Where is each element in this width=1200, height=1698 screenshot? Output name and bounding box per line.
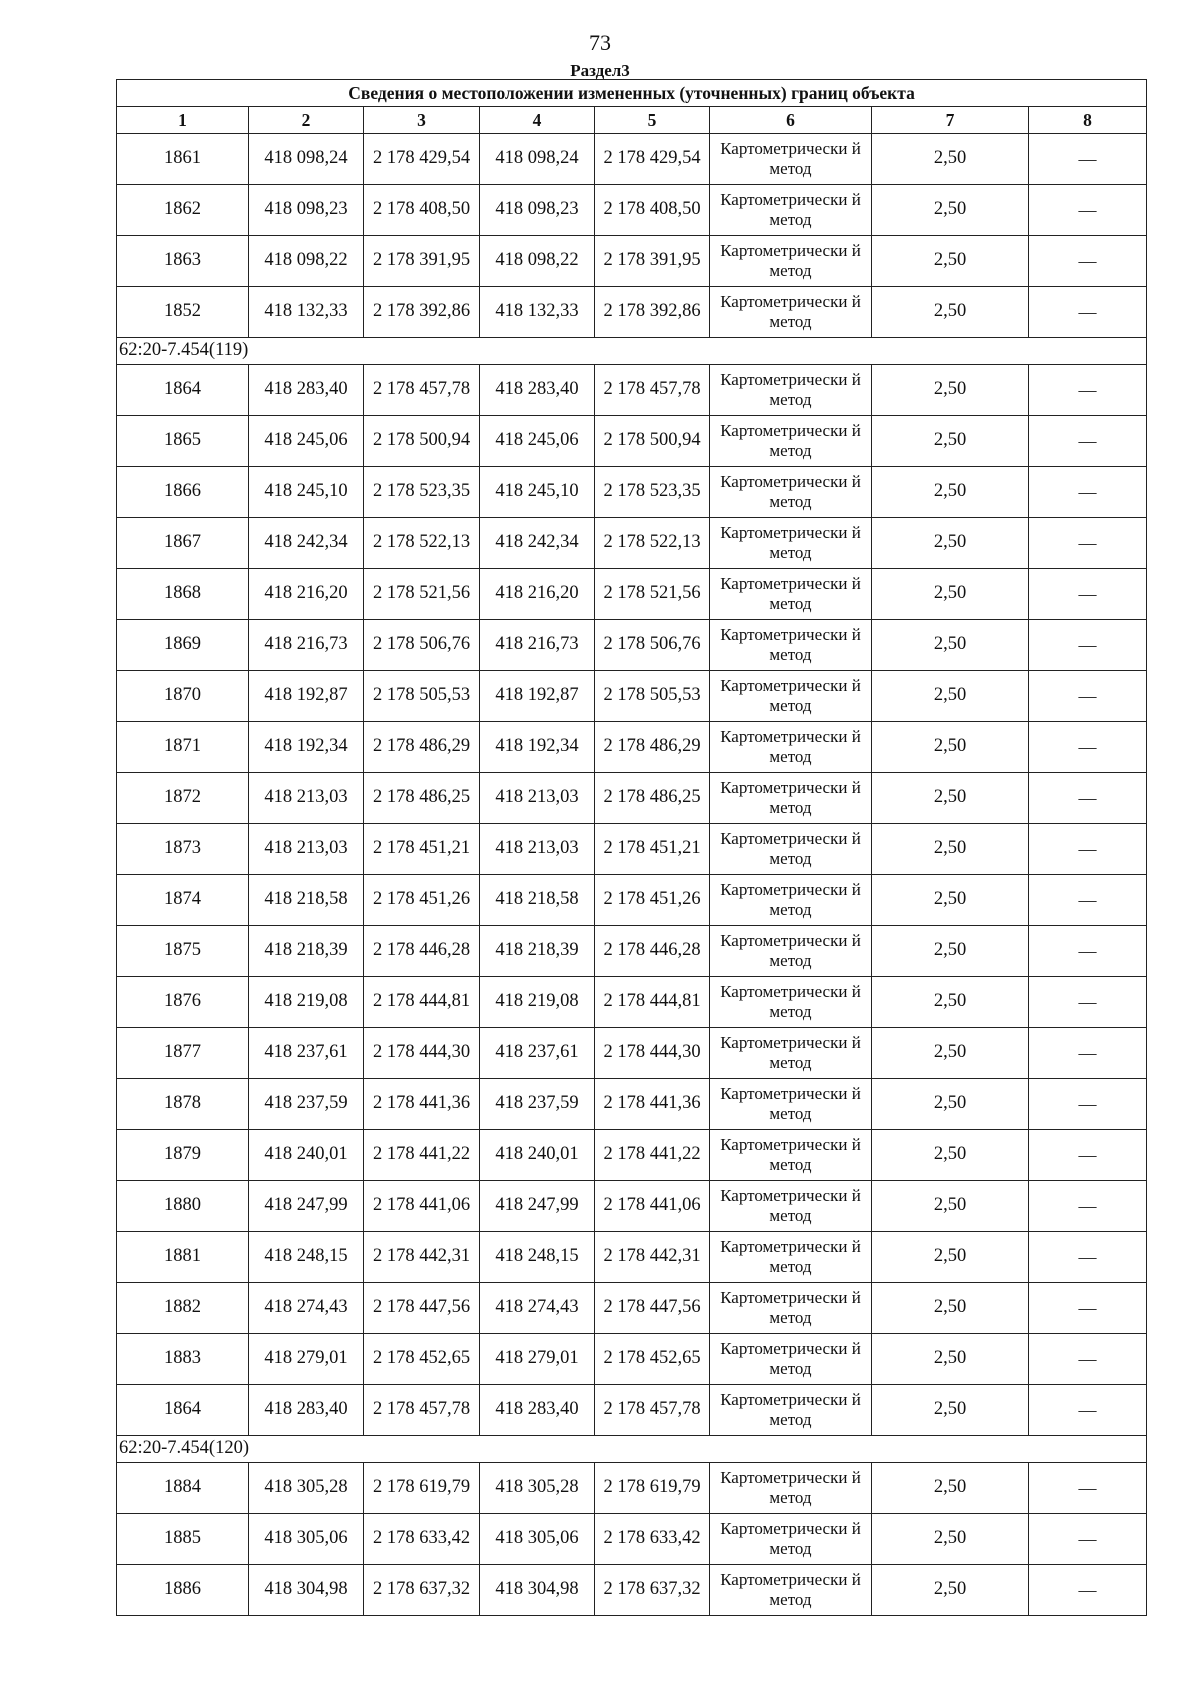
y-coord-cell: 2 178 457,78 xyxy=(364,365,480,416)
y-coord-cell: 2 178 444,30 xyxy=(595,1028,710,1079)
accuracy-cell: 2,50 xyxy=(872,1334,1029,1385)
accuracy-cell: 2,50 xyxy=(872,875,1029,926)
x-coord-cell: 418 192,87 xyxy=(480,671,595,722)
method-cell: Картометрически й метод xyxy=(710,671,872,722)
x-coord-cell: 418 240,01 xyxy=(249,1130,364,1181)
y-coord-cell: 2 178 637,32 xyxy=(364,1565,480,1616)
y-coord-cell: 2 178 637,32 xyxy=(595,1565,710,1616)
point-number-cell: 1876 xyxy=(117,977,249,1028)
method-cell: Картометрически й метод xyxy=(710,1463,872,1514)
table-row xyxy=(117,416,1147,467)
description-cell: — xyxy=(1029,773,1147,824)
y-coord-cell: 2 178 446,28 xyxy=(364,926,480,977)
description-cell: — xyxy=(1029,134,1147,185)
x-coord-cell: 418 245,10 xyxy=(249,467,364,518)
accuracy-cell: 2,50 xyxy=(872,620,1029,671)
x-coord-cell: 418 245,06 xyxy=(249,416,364,467)
table-row xyxy=(117,773,1147,824)
point-number-cell: 1872 xyxy=(117,773,249,824)
y-coord-cell: 2 178 486,25 xyxy=(364,773,480,824)
y-coord-cell: 2 178 633,42 xyxy=(595,1514,710,1565)
column-number-8: 8 xyxy=(1029,107,1147,134)
point-number-cell: 1864 xyxy=(117,365,249,416)
method-cell: Картометрически й метод xyxy=(710,467,872,518)
y-coord-cell: 2 178 500,94 xyxy=(364,416,480,467)
x-coord-cell: 418 305,06 xyxy=(249,1514,364,1565)
point-number-cell: 1886 xyxy=(117,1565,249,1616)
accuracy-cell: 2,50 xyxy=(872,134,1029,185)
accuracy-cell: 2,50 xyxy=(872,1232,1029,1283)
table-row xyxy=(117,185,1147,236)
description-cell: — xyxy=(1029,1514,1147,1565)
method-cell: Картометрически й метод xyxy=(710,518,872,569)
method-cell: Картометрически й метод xyxy=(710,236,872,287)
x-coord-cell: 418 305,06 xyxy=(480,1514,595,1565)
y-coord-cell: 2 178 444,30 xyxy=(364,1028,480,1079)
table-row xyxy=(117,1514,1147,1565)
x-coord-cell: 418 240,01 xyxy=(480,1130,595,1181)
table-row xyxy=(117,1463,1147,1514)
column-number-4: 4 xyxy=(480,107,595,134)
description-cell: — xyxy=(1029,236,1147,287)
point-number-cell: 1883 xyxy=(117,1334,249,1385)
y-coord-cell: 2 178 408,50 xyxy=(364,185,480,236)
x-coord-cell: 418 283,40 xyxy=(249,365,364,416)
table-caption: Сведения о местоположении измененных (уточненных) границ объекта xyxy=(117,80,1147,107)
x-coord-cell: 418 274,43 xyxy=(249,1283,364,1334)
x-coord-cell: 418 247,99 xyxy=(249,1181,364,1232)
y-coord-cell: 2 178 505,53 xyxy=(364,671,480,722)
method-cell: Картометрически й метод xyxy=(710,365,872,416)
y-coord-cell: 2 178 523,35 xyxy=(364,467,480,518)
column-number-3: 3 xyxy=(364,107,480,134)
x-coord-cell: 418 283,40 xyxy=(480,365,595,416)
point-number-cell: 1878 xyxy=(117,1079,249,1130)
x-coord-cell: 418 132,33 xyxy=(480,287,595,338)
y-coord-cell: 2 178 444,81 xyxy=(364,977,480,1028)
x-coord-cell: 418 098,23 xyxy=(249,185,364,236)
table-row xyxy=(117,569,1147,620)
table-row xyxy=(117,722,1147,773)
description-cell: — xyxy=(1029,287,1147,338)
table-row xyxy=(117,671,1147,722)
method-cell: Картометрически й метод xyxy=(710,287,872,338)
table-row xyxy=(117,1130,1147,1181)
section-title: Раздел3 xyxy=(570,61,630,80)
method-cell: Картометрически й метод xyxy=(710,1514,872,1565)
y-coord-cell: 2 178 441,36 xyxy=(595,1079,710,1130)
x-coord-cell: 418 283,40 xyxy=(480,1385,595,1436)
x-coord-cell: 418 213,03 xyxy=(480,773,595,824)
x-coord-cell: 418 304,98 xyxy=(480,1565,595,1616)
x-coord-cell: 418 247,99 xyxy=(480,1181,595,1232)
x-coord-cell: 418 279,01 xyxy=(480,1334,595,1385)
y-coord-cell: 2 178 444,81 xyxy=(595,977,710,1028)
x-coord-cell: 418 248,15 xyxy=(480,1232,595,1283)
description-cell: — xyxy=(1029,1079,1147,1130)
column-number-6: 6 xyxy=(710,107,872,134)
accuracy-cell: 2,50 xyxy=(872,1565,1029,1616)
y-coord-cell: 2 178 523,35 xyxy=(595,467,710,518)
y-coord-cell: 2 178 506,76 xyxy=(364,620,480,671)
y-coord-cell: 2 178 633,42 xyxy=(364,1514,480,1565)
point-number-cell: 1879 xyxy=(117,1130,249,1181)
y-coord-cell: 2 178 429,54 xyxy=(364,134,480,185)
x-coord-cell: 418 192,34 xyxy=(249,722,364,773)
table-row xyxy=(117,1385,1147,1436)
table-row xyxy=(117,518,1147,569)
y-coord-cell: 2 178 442,31 xyxy=(364,1232,480,1283)
y-coord-cell: 2 178 521,56 xyxy=(364,569,480,620)
accuracy-cell: 2,50 xyxy=(872,1463,1029,1514)
y-coord-cell: 2 178 452,65 xyxy=(364,1334,480,1385)
point-number-cell: 1869 xyxy=(117,620,249,671)
table-row xyxy=(117,1283,1147,1334)
table-body xyxy=(117,80,1147,1616)
accuracy-cell: 2,50 xyxy=(872,287,1029,338)
y-coord-cell: 2 178 429,54 xyxy=(595,134,710,185)
point-number-cell: 1863 xyxy=(117,236,249,287)
x-coord-cell: 418 219,08 xyxy=(480,977,595,1028)
x-coord-cell: 418 274,43 xyxy=(480,1283,595,1334)
description-cell: — xyxy=(1029,671,1147,722)
accuracy-cell: 2,50 xyxy=(872,416,1029,467)
method-cell: Картометрически й метод xyxy=(710,134,872,185)
point-number-cell: 1866 xyxy=(117,467,249,518)
method-cell: Картометрически й метод xyxy=(710,977,872,1028)
accuracy-cell: 2,50 xyxy=(872,671,1029,722)
description-cell: — xyxy=(1029,875,1147,926)
y-coord-cell: 2 178 441,22 xyxy=(364,1130,480,1181)
description-cell: — xyxy=(1029,365,1147,416)
accuracy-cell: 2,50 xyxy=(872,467,1029,518)
x-coord-cell: 418 218,39 xyxy=(249,926,364,977)
coordinates-table xyxy=(116,79,1147,1616)
x-coord-cell: 418 237,59 xyxy=(249,1079,364,1130)
description-cell: — xyxy=(1029,1334,1147,1385)
x-coord-cell: 418 248,15 xyxy=(249,1232,364,1283)
table-row xyxy=(117,620,1147,671)
accuracy-cell: 2,50 xyxy=(872,722,1029,773)
x-coord-cell: 418 237,61 xyxy=(249,1028,364,1079)
table-row xyxy=(117,875,1147,926)
description-cell: — xyxy=(1029,1283,1147,1334)
point-number-cell: 1867 xyxy=(117,518,249,569)
table-row xyxy=(117,365,1147,416)
x-coord-cell: 418 283,40 xyxy=(249,1385,364,1436)
description-cell: — xyxy=(1029,467,1147,518)
y-coord-cell: 2 178 500,94 xyxy=(595,416,710,467)
method-cell: Картометрически й метод xyxy=(710,1283,872,1334)
point-number-cell: 1880 xyxy=(117,1181,249,1232)
x-coord-cell: 418 237,61 xyxy=(480,1028,595,1079)
description-cell: — xyxy=(1029,1385,1147,1436)
y-coord-cell: 2 178 619,79 xyxy=(364,1463,480,1514)
accuracy-cell: 2,50 xyxy=(872,365,1029,416)
table-row xyxy=(117,1334,1147,1385)
point-number-cell: 1884 xyxy=(117,1463,249,1514)
y-coord-cell: 2 178 452,65 xyxy=(595,1334,710,1385)
x-coord-cell: 418 098,24 xyxy=(249,134,364,185)
group-label: 62:20-7.454(120) xyxy=(117,1436,1147,1463)
group-row xyxy=(117,338,1147,365)
group-label: 62:20-7.454(119) xyxy=(117,338,1147,365)
page-number: 73 xyxy=(589,30,611,55)
x-coord-cell: 418 305,28 xyxy=(480,1463,595,1514)
point-number-cell: 1870 xyxy=(117,671,249,722)
description-cell: — xyxy=(1029,1232,1147,1283)
y-coord-cell: 2 178 392,86 xyxy=(364,287,480,338)
method-cell: Картометрически й метод xyxy=(710,926,872,977)
accuracy-cell: 2,50 xyxy=(872,926,1029,977)
x-coord-cell: 418 098,22 xyxy=(480,236,595,287)
point-number-cell: 1881 xyxy=(117,1232,249,1283)
point-number-cell: 1874 xyxy=(117,875,249,926)
description-cell: — xyxy=(1029,416,1147,467)
y-coord-cell: 2 178 451,21 xyxy=(364,824,480,875)
method-cell: Картометрически й метод xyxy=(710,1079,872,1130)
point-number-cell: 1852 xyxy=(117,287,249,338)
y-coord-cell: 2 178 442,31 xyxy=(595,1232,710,1283)
accuracy-cell: 2,50 xyxy=(872,1079,1029,1130)
method-cell: Картометрически й метод xyxy=(710,1385,872,1436)
point-number-cell: 1885 xyxy=(117,1514,249,1565)
method-cell: Картометрически й метод xyxy=(710,569,872,620)
table-row xyxy=(117,824,1147,875)
y-coord-cell: 2 178 486,25 xyxy=(595,773,710,824)
table-row xyxy=(117,1181,1147,1232)
x-coord-cell: 418 098,22 xyxy=(249,236,364,287)
method-cell: Картометрически й метод xyxy=(710,1130,872,1181)
column-numbers-row xyxy=(117,107,1147,134)
description-cell: — xyxy=(1029,518,1147,569)
x-coord-cell: 418 305,28 xyxy=(249,1463,364,1514)
description-cell: — xyxy=(1029,824,1147,875)
description-cell: — xyxy=(1029,620,1147,671)
y-coord-cell: 2 178 441,22 xyxy=(595,1130,710,1181)
method-cell: Картометрически й метод xyxy=(710,875,872,926)
x-coord-cell: 418 098,23 xyxy=(480,185,595,236)
y-coord-cell: 2 178 392,86 xyxy=(595,287,710,338)
y-coord-cell: 2 178 391,95 xyxy=(595,236,710,287)
method-cell: Картометрически й метод xyxy=(710,416,872,467)
point-number-cell: 1875 xyxy=(117,926,249,977)
x-coord-cell: 418 192,87 xyxy=(249,671,364,722)
method-cell: Картометрически й метод xyxy=(710,1232,872,1283)
x-coord-cell: 418 132,33 xyxy=(249,287,364,338)
table-row xyxy=(117,926,1147,977)
method-cell: Картометрически й метод xyxy=(710,1334,872,1385)
point-number-cell: 1877 xyxy=(117,1028,249,1079)
x-coord-cell: 418 279,01 xyxy=(249,1334,364,1385)
method-cell: Картометрически й метод xyxy=(710,824,872,875)
x-coord-cell: 418 245,06 xyxy=(480,416,595,467)
description-cell: — xyxy=(1029,977,1147,1028)
accuracy-cell: 2,50 xyxy=(872,569,1029,620)
x-coord-cell: 418 219,08 xyxy=(249,977,364,1028)
point-number-cell: 1871 xyxy=(117,722,249,773)
table-row xyxy=(117,467,1147,518)
y-coord-cell: 2 178 521,56 xyxy=(595,569,710,620)
method-cell: Картометрически й метод xyxy=(710,620,872,671)
y-coord-cell: 2 178 522,13 xyxy=(364,518,480,569)
x-coord-cell: 418 098,24 xyxy=(480,134,595,185)
point-number-cell: 1868 xyxy=(117,569,249,620)
point-number-cell: 1865 xyxy=(117,416,249,467)
accuracy-cell: 2,50 xyxy=(872,1130,1029,1181)
column-number-1: 1 xyxy=(117,107,249,134)
x-coord-cell: 418 216,73 xyxy=(249,620,364,671)
y-coord-cell: 2 178 457,78 xyxy=(364,1385,480,1436)
table-row xyxy=(117,977,1147,1028)
accuracy-cell: 2,50 xyxy=(872,1385,1029,1436)
y-coord-cell: 2 178 391,95 xyxy=(364,236,480,287)
accuracy-cell: 2,50 xyxy=(872,1028,1029,1079)
x-coord-cell: 418 237,59 xyxy=(480,1079,595,1130)
table-row xyxy=(117,1232,1147,1283)
table-caption-row xyxy=(117,80,1147,107)
point-number-cell: 1864 xyxy=(117,1385,249,1436)
table-row xyxy=(117,1565,1147,1616)
method-cell: Картометрически й метод xyxy=(710,1565,872,1616)
accuracy-cell: 2,50 xyxy=(872,977,1029,1028)
y-coord-cell: 2 178 441,06 xyxy=(595,1181,710,1232)
description-cell: — xyxy=(1029,1028,1147,1079)
x-coord-cell: 418 218,39 xyxy=(480,926,595,977)
table-row xyxy=(117,287,1147,338)
description-cell: — xyxy=(1029,185,1147,236)
method-cell: Картометрически й метод xyxy=(710,722,872,773)
description-cell: — xyxy=(1029,1130,1147,1181)
y-coord-cell: 2 178 619,79 xyxy=(595,1463,710,1514)
x-coord-cell: 418 213,03 xyxy=(480,824,595,875)
y-coord-cell: 2 178 486,29 xyxy=(364,722,480,773)
point-number-cell: 1861 xyxy=(117,134,249,185)
description-cell: — xyxy=(1029,926,1147,977)
y-coord-cell: 2 178 447,56 xyxy=(595,1283,710,1334)
accuracy-cell: 2,50 xyxy=(872,1283,1029,1334)
x-coord-cell: 418 192,34 xyxy=(480,722,595,773)
x-coord-cell: 418 218,58 xyxy=(249,875,364,926)
method-cell: Картометрически й метод xyxy=(710,1028,872,1079)
y-coord-cell: 2 178 451,21 xyxy=(595,824,710,875)
x-coord-cell: 418 242,34 xyxy=(249,518,364,569)
description-cell: — xyxy=(1029,1565,1147,1616)
column-number-7: 7 xyxy=(872,107,1029,134)
x-coord-cell: 418 216,20 xyxy=(480,569,595,620)
table-row xyxy=(117,1079,1147,1130)
description-cell: — xyxy=(1029,569,1147,620)
group-row xyxy=(117,1436,1147,1463)
y-coord-cell: 2 178 441,36 xyxy=(364,1079,480,1130)
point-number-cell: 1873 xyxy=(117,824,249,875)
accuracy-cell: 2,50 xyxy=(872,773,1029,824)
accuracy-cell: 2,50 xyxy=(872,236,1029,287)
accuracy-cell: 2,50 xyxy=(872,1181,1029,1232)
description-cell: — xyxy=(1029,722,1147,773)
method-cell: Картометрически й метод xyxy=(710,185,872,236)
method-cell: Картометрически й метод xyxy=(710,1181,872,1232)
point-number-cell: 1862 xyxy=(117,185,249,236)
y-coord-cell: 2 178 522,13 xyxy=(595,518,710,569)
y-coord-cell: 2 178 408,50 xyxy=(595,185,710,236)
x-coord-cell: 418 216,73 xyxy=(480,620,595,671)
y-coord-cell: 2 178 457,78 xyxy=(595,365,710,416)
accuracy-cell: 2,50 xyxy=(872,824,1029,875)
y-coord-cell: 2 178 447,56 xyxy=(364,1283,480,1334)
x-coord-cell: 418 304,98 xyxy=(249,1565,364,1616)
y-coord-cell: 2 178 441,06 xyxy=(364,1181,480,1232)
y-coord-cell: 2 178 505,53 xyxy=(595,671,710,722)
x-coord-cell: 418 213,03 xyxy=(249,773,364,824)
y-coord-cell: 2 178 446,28 xyxy=(595,926,710,977)
x-coord-cell: 418 218,58 xyxy=(480,875,595,926)
description-cell: — xyxy=(1029,1181,1147,1232)
y-coord-cell: 2 178 506,76 xyxy=(595,620,710,671)
column-number-2: 2 xyxy=(249,107,364,134)
y-coord-cell: 2 178 451,26 xyxy=(595,875,710,926)
y-coord-cell: 2 178 486,29 xyxy=(595,722,710,773)
description-cell: — xyxy=(1029,1463,1147,1514)
y-coord-cell: 2 178 457,78 xyxy=(595,1385,710,1436)
accuracy-cell: 2,50 xyxy=(872,185,1029,236)
x-coord-cell: 418 213,03 xyxy=(249,824,364,875)
x-coord-cell: 418 216,20 xyxy=(249,569,364,620)
x-coord-cell: 418 245,10 xyxy=(480,467,595,518)
x-coord-cell: 418 242,34 xyxy=(480,518,595,569)
table-row xyxy=(117,1028,1147,1079)
accuracy-cell: 2,50 xyxy=(872,518,1029,569)
point-number-cell: 1882 xyxy=(117,1283,249,1334)
column-number-5: 5 xyxy=(595,107,710,134)
table-row xyxy=(117,236,1147,287)
table-row xyxy=(117,134,1147,185)
method-cell: Картометрически й метод xyxy=(710,773,872,824)
y-coord-cell: 2 178 451,26 xyxy=(364,875,480,926)
accuracy-cell: 2,50 xyxy=(872,1514,1029,1565)
